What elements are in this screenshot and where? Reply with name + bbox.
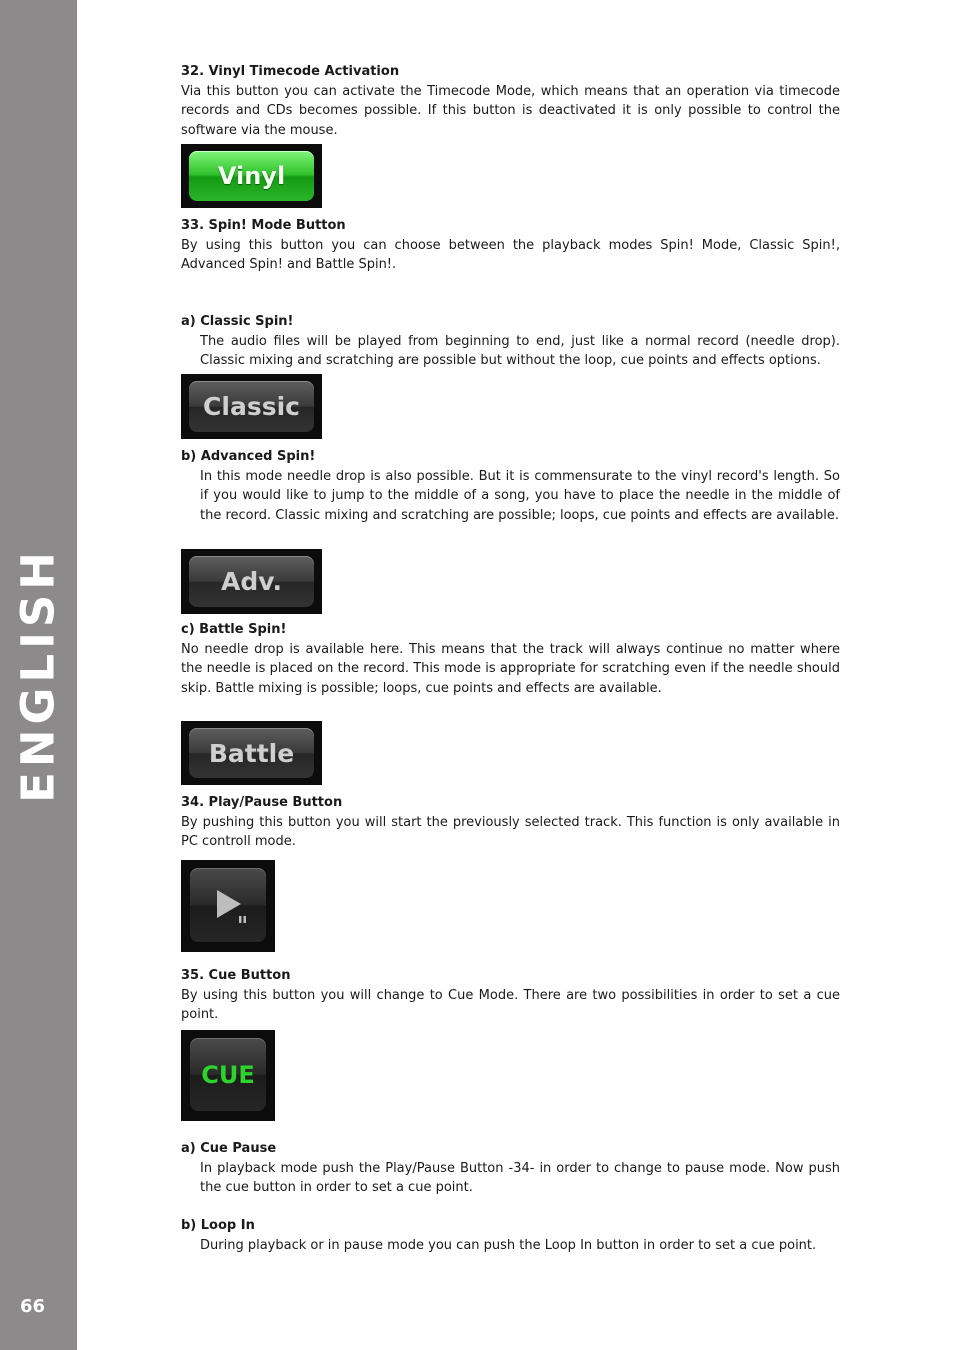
section-title: b) Loop In bbox=[181, 1218, 255, 1233]
section-33c bbox=[181, 620, 840, 698]
section-32 bbox=[181, 62, 840, 140]
section-title: b) Advanced Spin! bbox=[181, 449, 316, 464]
section-34 bbox=[181, 793, 840, 852]
advanced-button-image bbox=[181, 549, 322, 614]
section-text: The audio files will be played from beginning to end, just like a normal record (needle drop). Classic mixing and scratching are possible but without the loop, cue points and effects options. bbox=[200, 333, 840, 368]
section-title: 34. Play/Pause Button bbox=[181, 795, 343, 810]
section-title: 35. Cue Button bbox=[181, 968, 291, 983]
section-title: c) Battle Spin! bbox=[181, 622, 287, 637]
vinyl-button-label: Vinyl bbox=[189, 151, 314, 201]
section-text: In playback mode push the Play/Pause Button -34- in order to change to pause mode. Now push the cue button in order to set a cue point. bbox=[200, 1160, 840, 1195]
play-pause-icon bbox=[203, 880, 253, 930]
advanced-button-label: Adv. bbox=[189, 556, 314, 607]
battle-button-label: Battle bbox=[189, 728, 314, 778]
section-title: 33. Spin! Mode Button bbox=[181, 218, 346, 233]
cue-button-label: CUE bbox=[190, 1038, 266, 1111]
cue-button-image bbox=[181, 1030, 275, 1121]
section-35b bbox=[181, 1216, 840, 1255]
section-title: a) Classic Spin! bbox=[181, 314, 294, 329]
section-35 bbox=[181, 966, 840, 1025]
section-33a bbox=[181, 312, 840, 371]
section-text: No needle drop is available here. This means that the track will always continue no matter where the needle is placed on the record. This mode is appropriate for scratching even if the needle should skip. Battle mixing is possible; loops, cue points and effects are available. bbox=[181, 641, 840, 696]
section-text: Via this button you can activate the Timecode Mode, which means that an operation via timecode records and CDs becomes possible. If this button is deactivated it is only possible to control the software via the mouse. bbox=[181, 83, 840, 138]
language-label: ENGLISH bbox=[11, 547, 65, 803]
section-35a bbox=[181, 1139, 840, 1198]
section-text: By using this button you will change to Cue Mode. There are two possibilities in order to set a cue point. bbox=[181, 987, 840, 1022]
battle-button-image bbox=[181, 721, 322, 785]
vinyl-button-image bbox=[181, 144, 322, 208]
section-text: By using this button you can choose between the playback modes Spin! Mode, Classic Spin!, Advanced Spin! and Battle Spin!. bbox=[181, 237, 840, 272]
section-33 bbox=[181, 216, 840, 275]
section-text: By pushing this button you will start the previously selected track. This function is only available in PC controll mode. bbox=[181, 814, 840, 849]
classic-button-label: Classic bbox=[189, 381, 314, 432]
section-title: a) Cue Pause bbox=[181, 1141, 277, 1156]
section-33b bbox=[181, 447, 840, 525]
play-pause-button-image bbox=[181, 860, 275, 952]
play-pause-cap bbox=[190, 868, 266, 942]
page-number: 66 bbox=[20, 1296, 46, 1317]
classic-button-image bbox=[181, 374, 322, 439]
section-title: 32. Vinyl Timecode Activation bbox=[181, 64, 400, 79]
section-text: In this mode needle drop is also possible. But it is commensurate to the vinyl record's length. So if you would like to jump to the middle of a song, you have to place the needle in the middle of the record. Classic mixing and scratching are possible; loops, cue points and effects are available. bbox=[200, 468, 840, 523]
section-text: During playback or in pause mode you can push the Loop In button in order to set a cue point. bbox=[200, 1237, 817, 1253]
language-sidebar bbox=[0, 0, 77, 1350]
